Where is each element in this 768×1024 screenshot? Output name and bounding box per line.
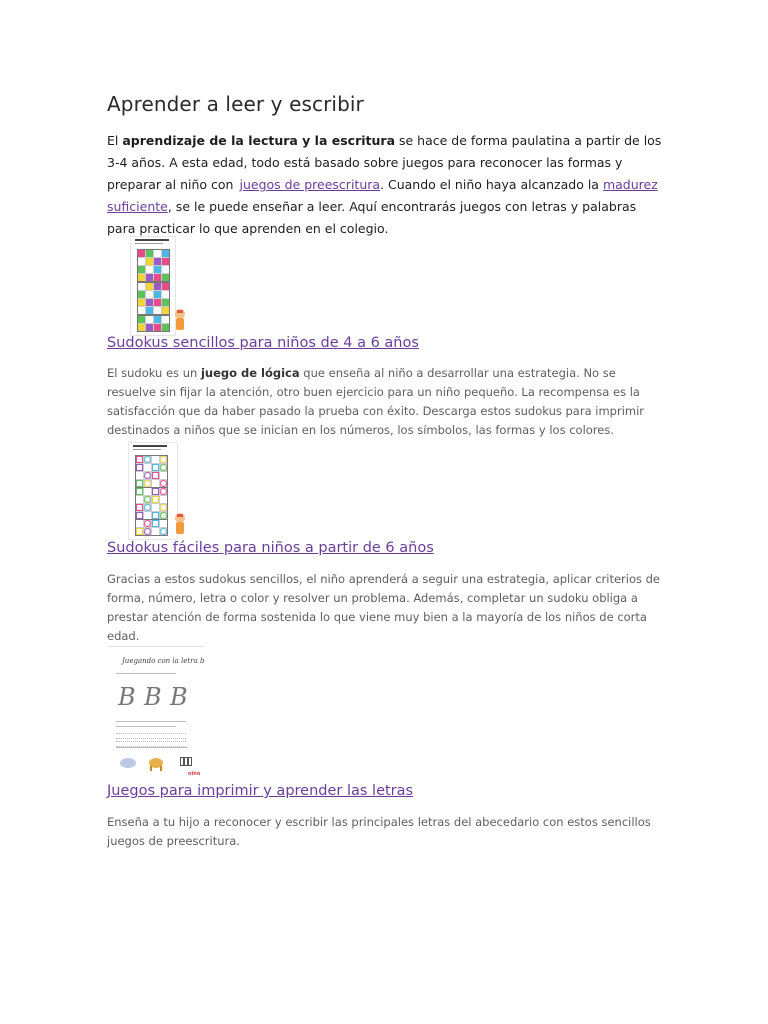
section-1-text-2: que enseña al niño a desarrollar una estrategia. No se resuelve sin fijar la atención, otro buen ejercicio para un niño pequeño. La recompensa es la satisfacción que da haber pasado la prueba con éxito. Descarga estos sudokus para imprimir destinados a niños que se inician en los números, los símbolos, las formas y los colores. [107,366,645,437]
animal-pictures-icon [118,753,201,777]
intro-text-3: . Cuando el niño haya alcanzado la [380,177,603,192]
intro-bold: aprendizaje de la lectura y la escritura [122,133,396,148]
letter-b-trace-2: B [144,683,162,711]
letter-b-trace-3: B [170,683,188,711]
section-2-title-link[interactable]: Sudokus fáciles para niños a partir de 6 años [107,540,434,556]
section-1-text-1: El sudoku es un [107,366,201,380]
pencil-character-icon [172,308,188,332]
intro-paragraph [107,130,667,240]
worksheet-heading: Juegando con la letra b [122,657,205,665]
section-1-bold: juego de lógica [200,366,300,380]
letter-b-worksheet-thumbnail[interactable] [108,646,204,777]
letter-b-trace-1: B [118,683,136,711]
preescritura-link[interactable]: juegos de preescritura [239,177,381,192]
sudoku-shapes-thumbnail[interactable] [128,442,190,538]
section-1-title-link[interactable]: Sudokus sencillos para niños de 4 a 6 años [107,335,419,351]
section-3-description: Enseña a tu hijo a reconocer y escribir las principales letras del abecedario con estos sencillos juegos de preescritura. [107,815,651,848]
intro-text-2: se hace de forma paulatina a partir de los 3-4 años. A esta edad, todo está basado sobre juegos para reconocer las formas y preparar al niño con [107,133,662,192]
section-2-description: Gracias a estos sudokus sencillos, el niño aprenderá a seguir una estrategia, aplicar criterios de forma, número, letra o color y resolver un problema. Además, completar un sudoku obliga a prestar atención de forma sostenida lo que viene muy bien a la mayoría de los niños de corta edad. [107,572,661,643]
madurez-link[interactable]: madurez suficiente [107,177,658,214]
section-3-title-link[interactable]: Juegos para imprimir y aprender las letras [107,783,414,799]
brand-mark: niño [188,771,201,777]
intro-text-1: El [107,133,123,148]
sudoku-colors-thumbnail[interactable] [130,236,190,334]
pencil-character-icon [172,512,188,536]
intro-text-4: , se le puede enseñar a leer. Aquí encontrarás juegos con letras y palabras para practicar lo que aprenden en el colegio. [107,199,637,236]
section-1-description [107,364,667,440]
page-title: Aprender a leer y escribir [107,92,364,116]
